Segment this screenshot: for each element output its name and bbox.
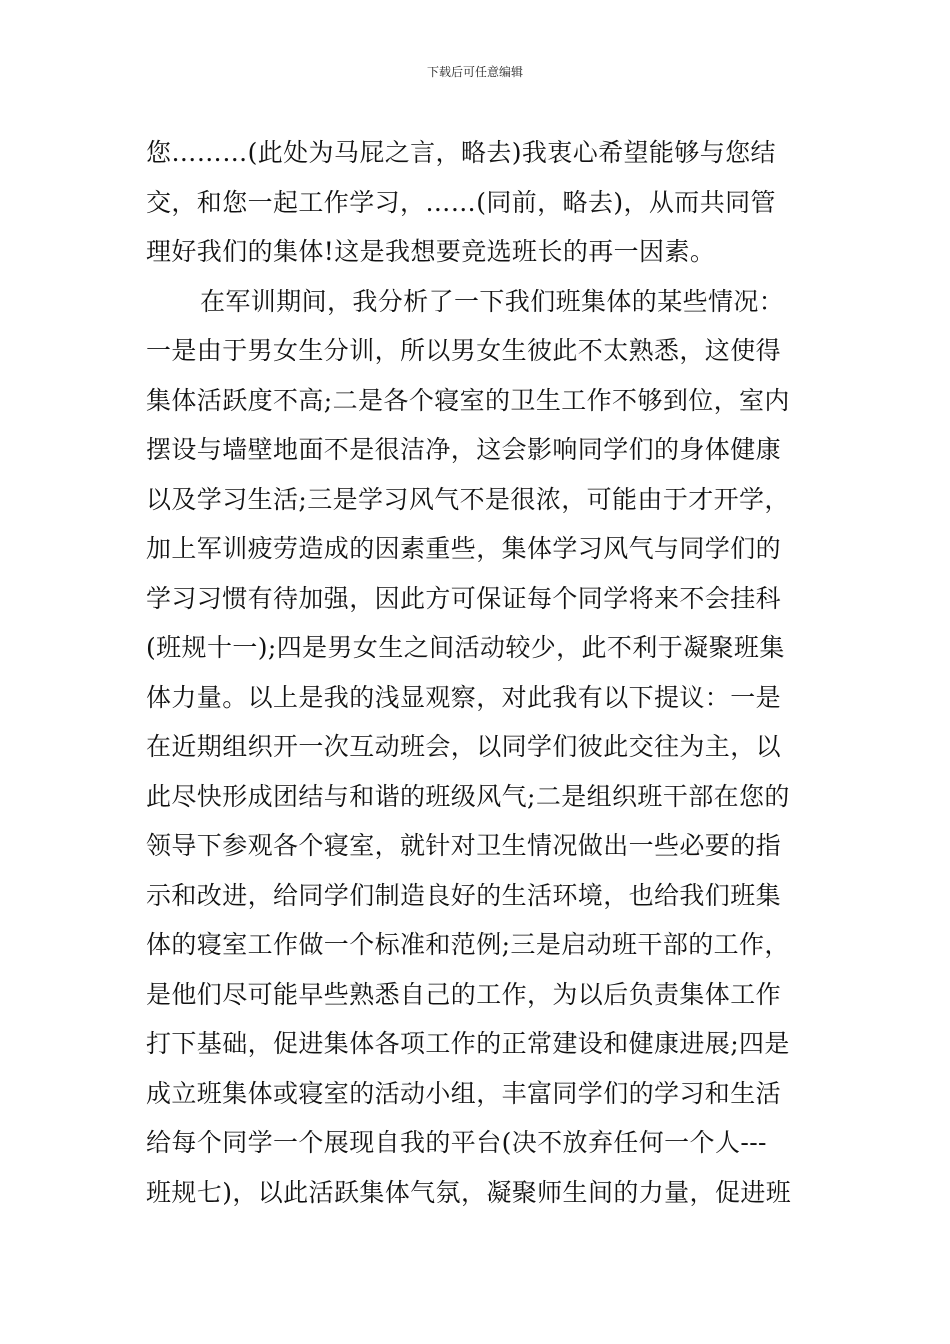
- paragraph-line: 以及学习生活;三是学习风气不是很浓，可能由于才开学，: [146, 484, 790, 514]
- paragraph-line: 是他们尽可能早些熟悉自己的工作，为以后负责集体工作: [146, 979, 782, 1009]
- paragraph-line: 体的寝室工作做一个标准和范例;三是启动班干部的工作，: [146, 930, 790, 959]
- document-body: [146, 128, 806, 1217]
- paragraph-line: 您………(此处为马屁之言，略去)我衷心希望能够与您结: [146, 138, 776, 167]
- paragraph-line: 在近期组织开一次互动班会，以同学们彼此交往为主，以: [146, 732, 782, 761]
- paragraph-line: 交，和您一起工作学习，……(同前，略去)，从而共同管: [146, 187, 776, 217]
- paragraph-line: 体力量。以上是我的浅显观察，对此我有以下提议：一是: [146, 682, 782, 712]
- paragraph-line: 理好我们的集体!这是我想要竞选班长的再一因素。: [146, 237, 716, 266]
- paragraph-line: 打下基础，促进集体各项工作的正常建设和健康进展;四是: [146, 1029, 790, 1058]
- paragraph-line: (班规十一);四是男女生之间活动较少，此不利于凝聚班集: [146, 633, 785, 662]
- paragraph-line: 示和改进，给同学们制造良好的生活环境，也给我们班集: [146, 880, 782, 910]
- paragraph-line: 一是由于男女生分训，所以男女生彼此不太熟悉，这使得: [146, 336, 782, 365]
- paragraph-line: 加上军训疲劳造成的因素重些，集体学习风气与同学们的: [146, 534, 782, 563]
- paragraph-first-line: 在军训期间，我分析了一下我们班集体的某些情况：: [200, 286, 785, 316]
- paragraph-line: 领导下参观各个寝室，就针对卫生情况做出一些必要的指: [146, 831, 782, 860]
- paragraph-line: 给每个同学一个展现自我的平台(决不放弃任何一个人---: [146, 1128, 767, 1157]
- paragraph-line: 班规七)，以此活跃集体气氛，凝聚师生间的力量，促进班: [146, 1177, 792, 1207]
- paragraph-line: 摆设与墙壁地面不是很洁净，这会影响同学们的身体健康: [146, 435, 782, 464]
- paragraph-line: 集体活跃度不高;二是各个寝室的卫生工作不够到位，室内: [146, 385, 790, 415]
- paragraph-line: 成立班集体或寝室的活动小组，丰富同学们的学习和生活: [146, 1078, 782, 1108]
- paragraph-line: 学习习惯有待加强，因此方可保证每个同学将来不会挂科: [146, 583, 782, 613]
- paragraph-line: 此尽快形成团结与和谐的班级风气;二是组织班干部在您的: [146, 781, 790, 811]
- page-header: 下载后可任意编辑: [426, 65, 523, 79]
